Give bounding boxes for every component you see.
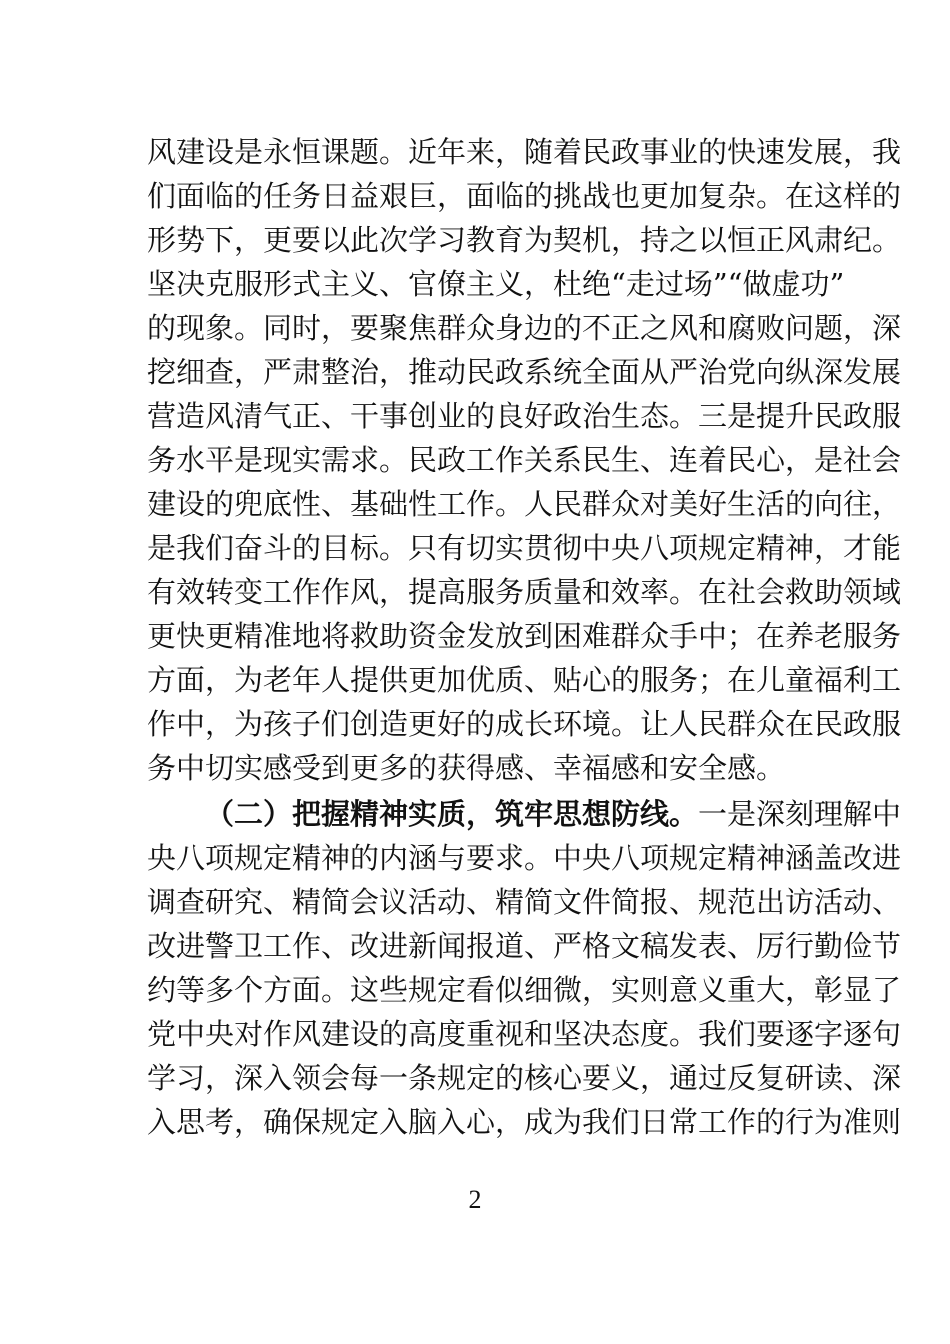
paragraph-line: 的现象。同时，要聚焦群众身边的不正之风和腐败问题，深 <box>147 311 902 345</box>
paragraph-line: 风建设是永恒课题。近年来，随着民政事业的快速发展，我 <box>147 135 902 169</box>
paragraph-line: 约等多个方面。这些规定看似细微，实则意义重大，彰显了 <box>147 973 902 1007</box>
paragraph-line: 务中切实感受到更多的获得感、幸福感和安全感。 <box>147 751 786 785</box>
paragraph-line: 形势下，更要以此次学习教育为契机，持之以恒正风肃纪。 <box>147 223 902 257</box>
section-heading-line <box>205 792 902 836</box>
paragraph-line: 建设的兜底性、基础性工作。人民群众对美好生活的向往， <box>147 487 902 521</box>
paragraph-line: 有效转变工作作风，提高服务质量和效率。在社会救助领域 <box>147 575 902 609</box>
paragraph-line: 央八项规定精神的内涵与要求。中央八项规定精神涵盖改进 <box>147 841 902 875</box>
page-number: 2 <box>468 1185 482 1214</box>
paragraph-line: 坚决克服形式主义、官僚主义，杜绝“走过场”“做虚功” <box>147 267 845 301</box>
paragraph-line: 是我们奋斗的目标。只有切实贯彻中央八项规定精神，才能 <box>147 531 902 565</box>
paragraph-line: 们面临的任务日益艰巨，面临的挑战也更加复杂。在这样的 <box>147 179 902 213</box>
paragraph-line: 学习，深入领会每一条规定的核心要义，通过反复研读、深 <box>147 1061 902 1095</box>
section-heading: （二）把握精神实质，筑牢思想防线。 <box>205 797 699 831</box>
section-first-line-text: 一是深刻理解中 <box>698 797 902 831</box>
paragraph-line: 挖细查，严肃整治，推动民政系统全面从严治党向纵深发展 <box>147 355 902 389</box>
paragraph-line: 改进警卫工作、改进新闻报道、严格文稿发表、厉行勤俭节 <box>147 929 902 963</box>
paragraph-line: 作中，为孩子们创造更好的成长环境。让人民群众在民政服 <box>147 707 902 741</box>
paragraph-line: 方面，为老年人提供更加优质、贴心的服务；在儿童福利工 <box>147 663 902 697</box>
paragraph-line: 务水平是现实需求。民政工作关系民生、连着民心，是社会 <box>147 443 902 477</box>
paragraph-line: 调查研究、精简会议活动、精简文件简报、规范出访活动、 <box>147 885 902 919</box>
paragraph-line: 营造风清气正、干事创业的良好政治生态。三是提升民政服 <box>147 399 902 433</box>
paragraph-line: 入思考，确保规定入脑入心，成为我们日常工作的行为准则 <box>147 1105 902 1139</box>
paragraph-line: 党中央对作风建设的高度重视和坚决态度。我们要逐字逐句 <box>147 1017 902 1051</box>
paragraph-line: 更快更精准地将救助资金发放到困难群众手中；在养老服务 <box>147 619 902 653</box>
